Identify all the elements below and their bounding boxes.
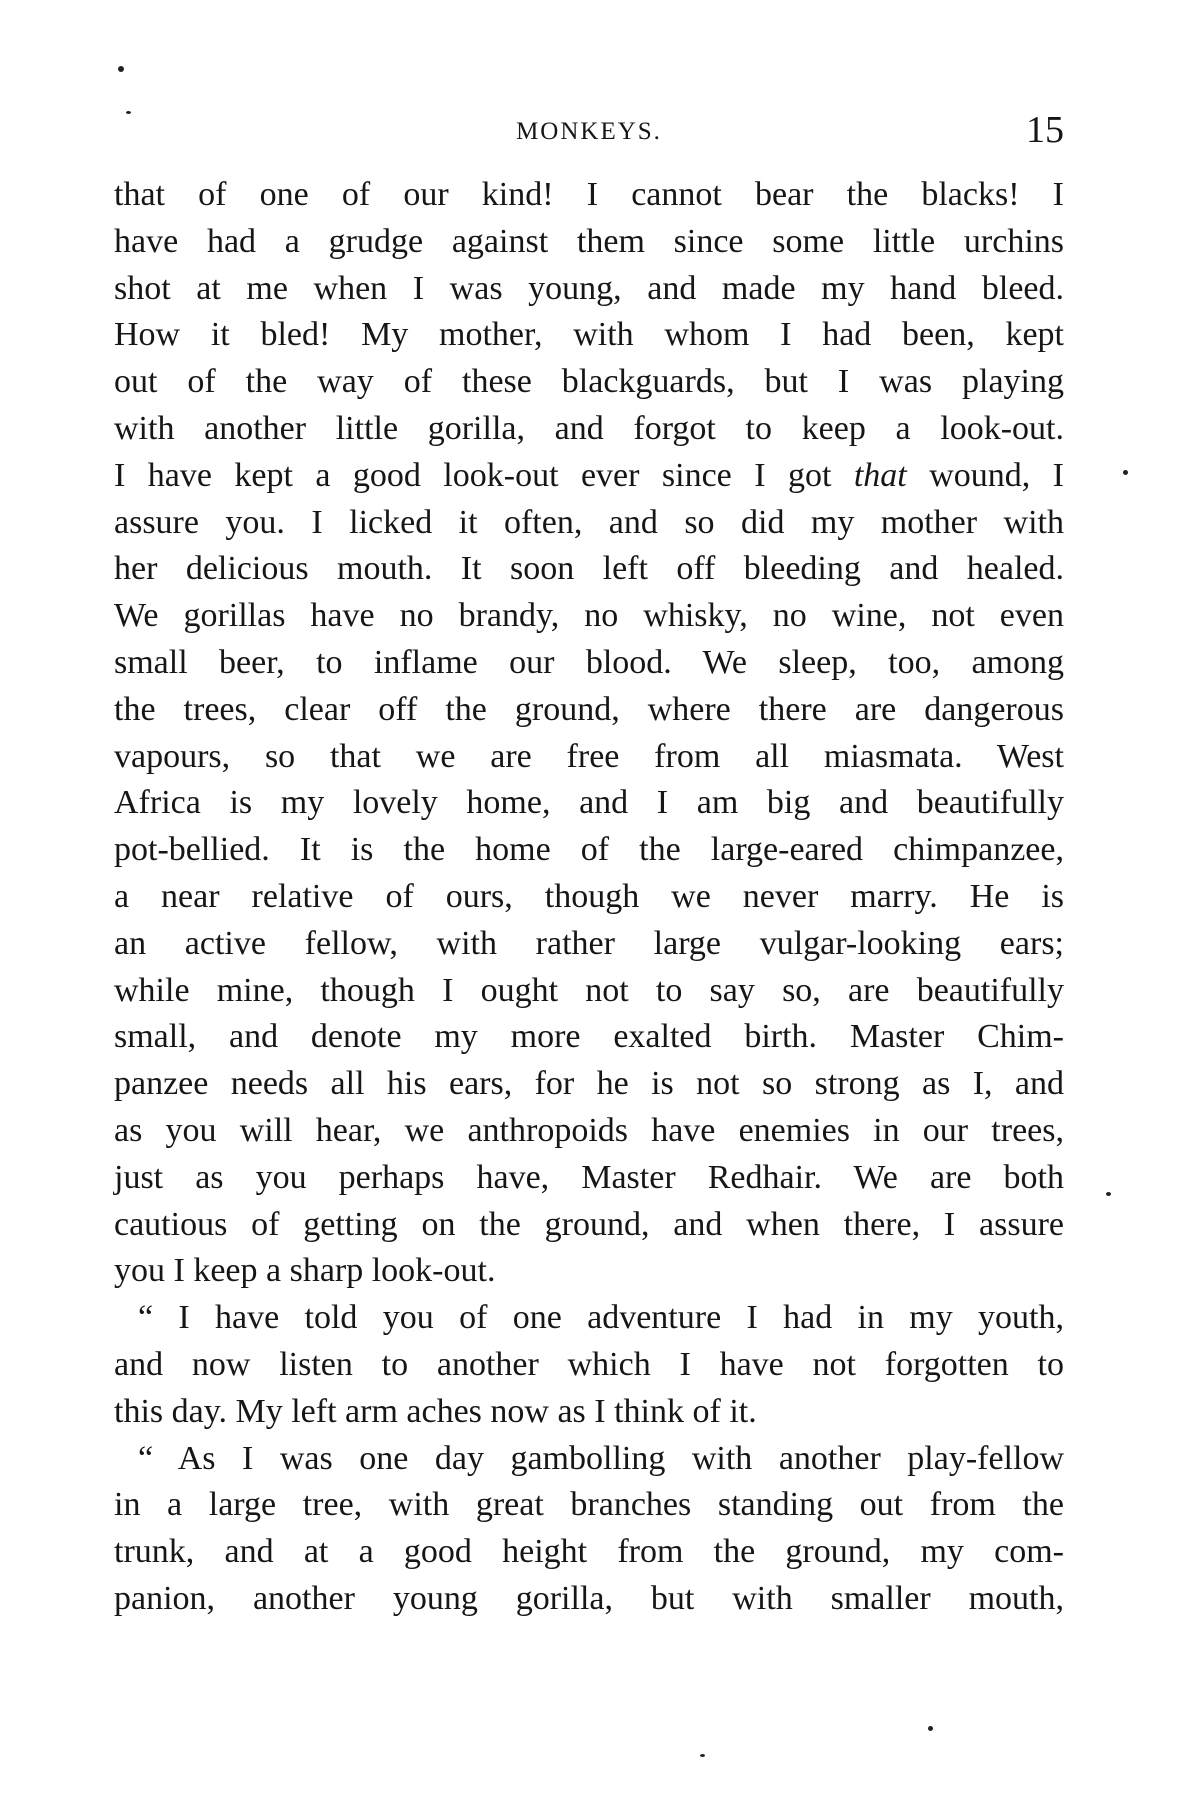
- text-line: shot at me when I was young, and made my hand bleed.: [114, 269, 1064, 307]
- text-line: “ I have told you of one adventure I had in my youth,: [138, 1299, 1064, 1337]
- text-line: Africa is my lovely home, and I am big and beautifully: [114, 784, 1064, 822]
- text-line: with another little gorilla, and forgot to keep a look-out.: [114, 409, 1064, 447]
- text-line: “ As I was one day gambolling with another play-fellow: [138, 1439, 1064, 1477]
- ink-speck: [928, 1726, 933, 1731]
- text-line: We gorillas have no brandy, no whisky, no wine, not even: [114, 597, 1064, 635]
- text-line: vapours, so that we are free from all miasmata. West: [114, 737, 1064, 775]
- ink-speck: [700, 1754, 705, 1757]
- text-line: a near relative of ours, though we never marry. He is: [114, 877, 1064, 915]
- text-line: panion, another young gorilla, but with smaller mouth,: [114, 1579, 1064, 1617]
- text-line: small, and denote my more exalted birth. Master Chim-: [114, 1018, 1064, 1056]
- text-line: while mine, though I ought not to say so, are beautifully: [114, 971, 1064, 1009]
- text-line: out of the way of these blackguards, but I was playing: [114, 363, 1064, 401]
- text-line: small beer, to inflame our blood. We sleep, too, among: [114, 643, 1064, 681]
- ink-speck: [118, 66, 124, 72]
- text-line: an active fellow, with rather large vulgar-looking ears;: [114, 924, 1064, 962]
- text-line: this day. My left arm aches now as I think of it.: [114, 1392, 757, 1430]
- text-line: in a large tree, with great branches standing out from the: [114, 1486, 1064, 1524]
- text-line: you I keep a sharp look-out.: [114, 1252, 496, 1290]
- text-line: as you will hear, we anthropoids have enemies in our trees,: [114, 1111, 1064, 1149]
- text-segment: I have kept a good look-out ever since I got: [114, 456, 832, 494]
- text-line: panzee needs all his ears, for he is not so strong as I, and: [114, 1065, 1064, 1103]
- text-segment: wound, I: [929, 456, 1064, 494]
- text-line: pot-bellied. It is the home of the large-eared chimpanzee,: [114, 831, 1064, 869]
- page-number: 15: [1026, 109, 1064, 151]
- text-line: her delicious mouth. It soon left off bleeding and healed.: [114, 550, 1064, 588]
- running-title: MONKEYS.: [516, 118, 662, 145]
- running-head: [114, 108, 1064, 158]
- body-text: [114, 172, 1064, 1623]
- text-line: the trees, clear off the ground, where there are dangerous: [114, 690, 1064, 728]
- ink-speck: [1106, 1192, 1111, 1196]
- text-line: cautious of getting on the ground, and when there, I assure: [114, 1205, 1064, 1243]
- text-line: [114, 453, 1064, 500]
- text-line: that of one of our kind! I cannot bear the blacks! I: [114, 176, 1064, 213]
- text-line: and now listen to another which I have not forgotten to: [114, 1345, 1064, 1383]
- text-line: How it bled! My mother, with whom I had been, kept: [114, 316, 1064, 354]
- text-line: assure you. I licked it often, and so did my mother with: [114, 503, 1064, 541]
- ink-speck: [1123, 470, 1128, 475]
- text-line: just as you perhaps have, Master Redhair. We are both: [114, 1158, 1064, 1196]
- text-line: trunk, and at a good height from the ground, my com-: [114, 1533, 1064, 1571]
- text-line: have had a grudge against them since some little urchins: [114, 222, 1064, 260]
- italic-word: that: [853, 456, 907, 494]
